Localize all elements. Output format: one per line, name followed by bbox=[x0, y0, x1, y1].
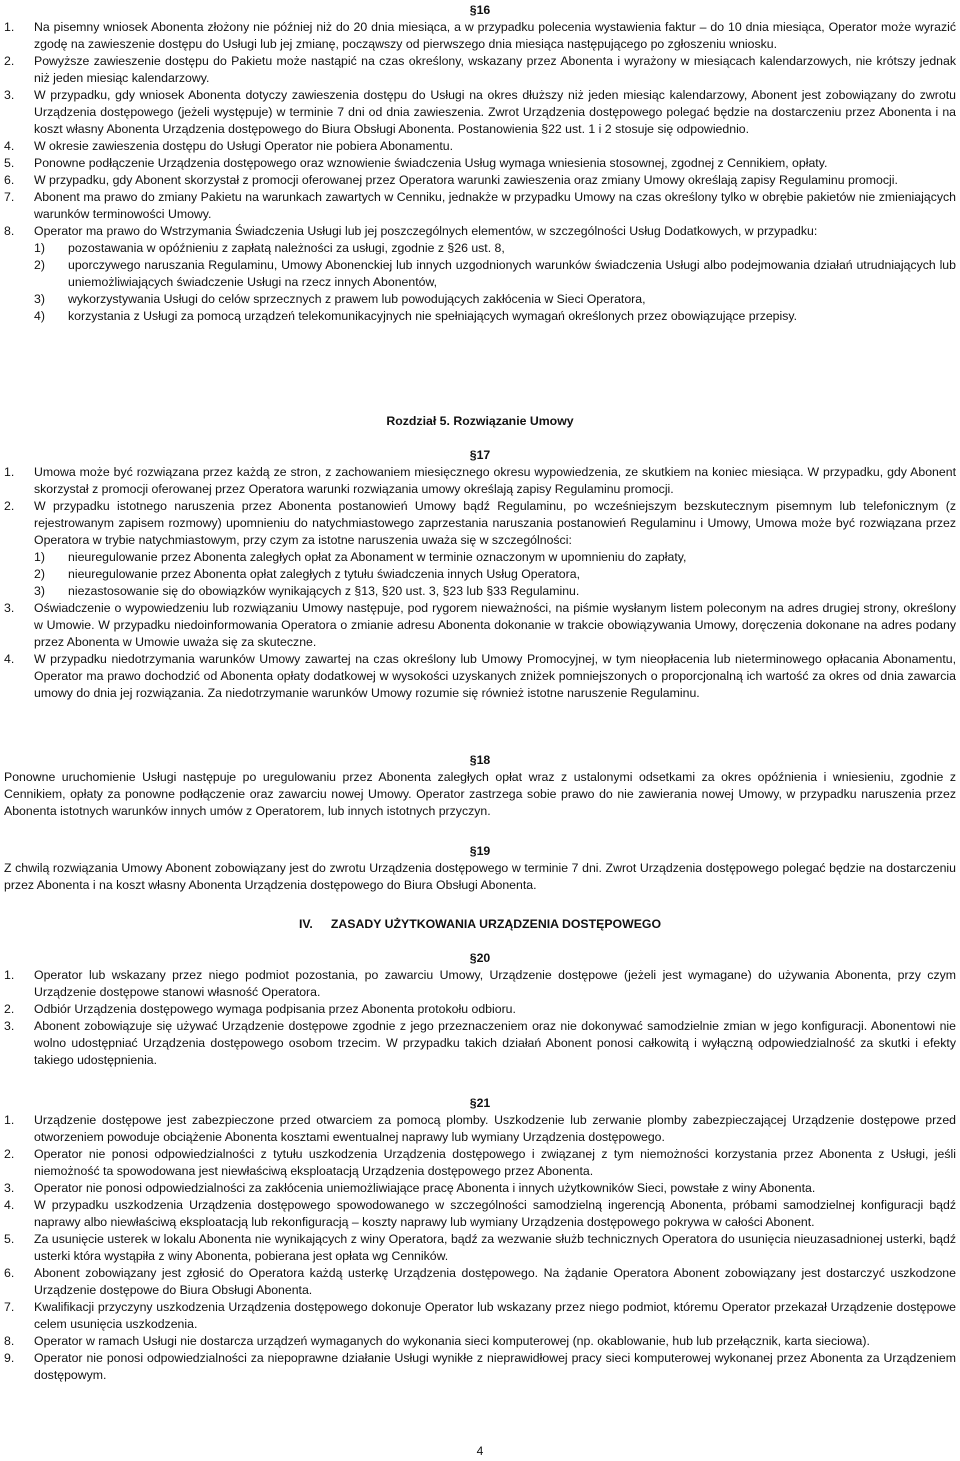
list-item bbox=[4, 1333, 956, 1350]
paragraph-18 bbox=[4, 752, 956, 820]
paragraph-19 bbox=[4, 843, 956, 894]
paragraph-text: Ponowne uruchomienie Usługi następuje po uregulowaniu przez Abonenta zaległych opłat wraz z ustalonymi odsetkami za okres opóźnienia i wniesieniu, zgodnie z Cennikiem, opłaty za ponowne podłączenie oraz zawarciu nowej Umowy. Operator zastrzega sobie prawo do nie zawierania nowej Umowy, w przypadku naruszenia przez Abonenta istotnych warunków innych umów z Operatorem, lub innych istotnych przyczyn. bbox=[4, 770, 956, 818]
item-number: 1. bbox=[4, 968, 15, 982]
item-text: Operator lub wskazany przez niego podmiot pozostania, po zawarciu Umowy, Urządzenie dostępowe (jeżeli jest wymagane) do używania Abonenta, przy czym Urządzenie dostępowe stanowi własność Operatora. bbox=[34, 968, 956, 999]
item-text: Urządzenie dostępowe jest zabezpieczone przed otwarciem za pomocą plomby. Uszkodzenie lub zerwanie plomby zabezpieczającej Urządzenie dostępowe przed otworzeniem powoduje obciążenie Abonenta kosztami ewentualnej naprawy lub wymiany Urządzenia dostępowego. bbox=[34, 1113, 956, 1144]
item-number: 2. bbox=[4, 1147, 15, 1161]
sub-list-item bbox=[4, 549, 956, 566]
paragraph-heading: §18 bbox=[469, 753, 491, 767]
item-number: 9. bbox=[4, 1351, 15, 1365]
sub-item-number: 2) bbox=[34, 258, 45, 272]
numbered-list bbox=[4, 19, 956, 325]
item-number: 1. bbox=[4, 465, 15, 479]
list-item bbox=[4, 1146, 956, 1180]
list-item bbox=[4, 172, 956, 189]
sub-item-text: korzystania z Usługi za pomocą urządzeń telekomunikacyjnych nie spełniających wymagań określonych przez obowiązujące przepisy. bbox=[68, 309, 798, 323]
list-item bbox=[4, 1197, 956, 1231]
paragraph-heading: §20 bbox=[469, 951, 491, 965]
sub-item-text: pozostawania w opóźnieniu z zapłatą należności za usługi, zgodnie z §26 ust. 8, bbox=[68, 241, 505, 255]
paragraph-16 bbox=[4, 2, 956, 325]
list-item bbox=[4, 19, 956, 53]
list-item bbox=[4, 498, 956, 549]
paragraph-text: Z chwilą rozwiązania Umowy Abonent zobowiązany jest do zwrotu Urządzenia dostępowego w terminie 7 dni. Zwrot Urządzenia dostępowego polegać będzie na dostarczeniu przez Abonenta i na koszt własny Abonenta Urządzenia dostępowego do Biura Obsługi Abonenta. bbox=[4, 861, 956, 892]
item-number: 5. bbox=[4, 156, 15, 170]
list-item bbox=[4, 1350, 956, 1384]
item-text: Ponowne podłączenie Urządzenia dostępowego oraz wznowienie świadczenia Usług wymaga wniesienia stosownej, zgodnej z Cennikiem, opłaty. bbox=[34, 156, 828, 170]
list-item bbox=[4, 87, 956, 138]
item-text: W przypadku, gdy wniosek Abonenta dotyczy zawieszenia dostępu do Usługi na okres dłuższy niż jeden miesiąc kalendarzowy, Abonent jest zobowiązany do zwrotu Urządzenia dostępowego (jeżeli występuje) w terminie 7 dni od dnia zawieszenia. Zwrot Urządzenia dostępowego polegać będzie na dostarczeniu przez Abonenta i na koszt własny Abonenta Urządzenia dostępowego do Biura Obsługi Abonenta. Postanowienia §22 ust. 1 i 2 stosuje się odpowiednio. bbox=[34, 88, 956, 136]
item-number: 7. bbox=[4, 1300, 15, 1314]
item-text: W okresie zawieszenia dostępu do Usługi Operator nie pobiera Abonamentu. bbox=[34, 139, 454, 153]
list-item bbox=[4, 155, 956, 172]
item-text: Operator ma prawo do Wstrzymania Świadczenia Usługi lub jej poszczególnych elementów, w szczególności Usług Dodatkowych, w przypadku: bbox=[34, 224, 818, 238]
paragraph-heading: §19 bbox=[469, 844, 491, 858]
paragraph-20 bbox=[4, 950, 956, 1069]
item-number: 1. bbox=[4, 1113, 15, 1127]
section-title: ZASADY UŻYTKOWANIA URZĄDZENIA DOSTĘPOWEGO bbox=[330, 917, 662, 931]
item-text: W przypadku uszkodzenia Urządzenia dostępowego spowodowanego w szczególności samodzielną ingerencją Abonenta, próbami samodzielnej konfiguracji bądź naprawy albo niewłaściwą eksploatacją lub rekonfiguracją – koszty naprawy lub wymiany Urządzenia dostępowego pokrywa w całości Abonent. bbox=[34, 1198, 956, 1229]
item-text: Operator nie ponosi odpowiedzialności za zakłócenia uniemożliwiające pracę Abonenta i innych użytkowników Sieci, powstałe z winy Abonenta. bbox=[34, 1181, 816, 1195]
item-text: Na pisemny wniosek Abonenta złożony nie później niż do 20 dnia miesiąca, a w przypadku polecenia wystawienia faktur – do 10 dnia miesiąca, Operator może wyrazić zgodę na zawieszenie dostępu do Usługi lub jej zmianę, począwszy od pierwszego dnia miesiąca następującego po zgłoszeniu wniosku. bbox=[34, 20, 956, 51]
item-text: Abonent ma prawo do zmiany Pakietu na warunkach zawartych w Cenniku, jednakże w przypadku Umowy na czas określony tylko w obrębie pakietów nie zmieniających warunków terminowości Umowy. bbox=[34, 190, 956, 221]
sub-item-text: niezastosowanie się do obowiązków wynikających z §13, §20 ust. 3, §23 lub §33 Regulaminu. bbox=[68, 584, 580, 598]
item-text: Oświadczenie o wypowiedzeniu lub rozwiązaniu Umowy następuje, pod rygorem nieważności, na piśmie wysłanym listem poleconym na adres drugiej strony, określony w Umowie. W przypadku niedoinformowania Operatora o zmianie adresu Abonenta dokonanie w trakcie obowiązywania Umowy, doręczenia dokonane na adres podany przez Abonenta w Umowie uważa się za skuteczne. bbox=[34, 601, 956, 649]
item-number: 4. bbox=[4, 139, 15, 153]
item-number: 8. bbox=[4, 1334, 15, 1348]
list-item bbox=[4, 138, 956, 155]
item-number: 1. bbox=[4, 20, 15, 34]
item-text: Operator w ramach Usługi nie dostarcza urządzeń wymaganych do wykonania sieci komputerowej (np. okablowanie, hub lub przełącznik, karta sieciowa). bbox=[34, 1334, 870, 1348]
paragraph-17 bbox=[4, 447, 956, 702]
item-text: Operator nie ponosi odpowiedzialności za niepoprawne działanie Usługi wynikłe z nieprawidłowej pracy sieci komputerowej wykonanej przez Abonenta za Urządzeniem dostępowym. bbox=[34, 1351, 956, 1382]
paragraph-heading: §17 bbox=[469, 448, 491, 462]
item-text: Abonent zobowiązany jest zgłosić do Operatora każdą usterkę Urządzenia dostępowego. Na żądanie Operatora Abonent zobowiązany jest dostarczyć uszkodzone Urządzenie dostępowe do Biura Obsługi Abonenta. bbox=[34, 1266, 956, 1297]
sub-list-item bbox=[4, 291, 956, 308]
sub-item-number: 2) bbox=[34, 567, 45, 581]
sub-item-text: nieuregulowanie przez Abonenta zaległych opłat za Abonament w terminie oznaczonym w upomnieniu do zapłaty, bbox=[68, 550, 687, 564]
list-item bbox=[4, 1001, 956, 1018]
item-number: 2. bbox=[4, 1002, 15, 1016]
sub-item-number: 3) bbox=[34, 584, 45, 598]
list-item bbox=[4, 1231, 956, 1265]
sub-item-text: nieuregulowanie przez Abonenta opłat zaległych z tytułu świadczenia innych Usług Operatora, bbox=[68, 567, 580, 581]
sub-list-item bbox=[4, 240, 956, 257]
list-item bbox=[4, 967, 956, 1001]
item-text: W przypadku niedotrzymania warunków Umowy zawartej na czas określony lub Umowy Promocyjnej, w tym nieopłacenia lub nieterminowego opłacania Abonamentu, Operator ma prawo dochodzić od Abonenta opłaty dodatkowej w wysokości uzyskanych zniżek pomniejszonych o proporcjonalną ich wartość za okres od dnia zawarcia umowy do dnia jej rozwiązania. Za niedotrzymanie warunków Umowy rozumie się również istotne naruszenie Regulaminu. bbox=[34, 652, 956, 700]
item-number: 3. bbox=[4, 601, 15, 615]
list-item bbox=[4, 1265, 956, 1299]
sub-list-item bbox=[4, 308, 956, 325]
item-number: 3. bbox=[4, 1181, 15, 1195]
sub-item-number: 1) bbox=[34, 241, 45, 255]
list-item bbox=[4, 1112, 956, 1146]
sub-item-text: uporczywego naruszania Regulaminu, Umowy Abonenckiej lub innych uzgodnionych warunków świadczenia Usługi albo podejmowania działań utrudniających lub uniemożliwiających świadczenie Usługi na rzecz innych Abonentów, bbox=[68, 258, 956, 289]
sub-list-item bbox=[4, 583, 956, 600]
item-number: 7. bbox=[4, 190, 15, 204]
item-text: Abonent zobowiązuje się używać Urządzenie dostępowe zgodnie z jego przeznaczeniem oraz nie dokonywać samodzielnie zmian w jego konfiguracji. Abonentowi nie wolno udostępniać Urządzenia dostępowego osobom trzecim. W przypadku takich działań Abonent ponosi całkowitą i wyłączną odpowiedzialność za skutki i efekty takiego udostępnienia. bbox=[34, 1019, 956, 1067]
item-text: W przypadku istotnego naruszenia przez Abonenta postanowień Umowy bądź Regulaminu, po wcześniejszym bezskutecznym pisemnym lub telefonicznym (z rejestrowanym zapisem rozmowy) upomnieniu do natychmiastowego zaprzestania naruszania postanowień Regulaminu i Umowy, Umowa może być rozwiązana przez Operatora w trybie natychmiastowym, przy czym za istotne naruszenia uważa się w szczególności: bbox=[34, 499, 956, 547]
item-text: Umowa może być rozwiązana przez każdą ze stron, z zachowaniem miesięcznego okresu wypowiedzenia, ze skutkiem na koniec miesiąca. W przypadku, gdy Abonent skorzystał z promocji oferowanej przez Operatora warunki rozwiązania umowy określają zapisy Regulaminu promocji. bbox=[34, 465, 956, 496]
item-text: Kwalifikacji przyczyny uszkodzenia Urządzenia dostępowego dokonuje Operator lub wskazany przez niego podmiot, któremu Operator przekazał Urządzenie dostępowe celem usunięcia uszkodzenia. bbox=[34, 1300, 956, 1331]
sub-list-item bbox=[4, 257, 956, 291]
item-text: Odbiór Urządzenia dostępowego wymaga podpisania przez Abonenta protokołu odbioru. bbox=[34, 1002, 516, 1016]
item-number: 6. bbox=[4, 1266, 15, 1280]
section-heading bbox=[4, 916, 956, 933]
sub-list-item bbox=[4, 566, 956, 583]
item-number: 5. bbox=[4, 1232, 15, 1246]
item-number: 2. bbox=[4, 499, 15, 513]
list-item bbox=[4, 1299, 956, 1333]
item-number: 3. bbox=[4, 1019, 15, 1033]
paragraph-heading: §16 bbox=[469, 3, 491, 17]
item-text: Powyższe zawieszenie dostępu do Pakietu może nastąpić na czas określony, wskazany przez Abonenta i wyrażony w miesiącach kalendarzowych, nie krótszy jednak niż jeden miesiąc kalendarzowy. bbox=[34, 54, 956, 85]
paragraph-heading: §21 bbox=[469, 1096, 491, 1110]
item-number: 3. bbox=[4, 88, 15, 102]
sub-item-number: 3) bbox=[34, 292, 45, 306]
sub-item-text: wykorzystywania Usługi do celów sprzecznych z prawem lub powodujących zakłócenia w Sieci Operatora, bbox=[68, 292, 646, 306]
page-number: 4 bbox=[476, 1444, 484, 1458]
list-item bbox=[4, 464, 956, 498]
list-item bbox=[4, 600, 956, 651]
item-text: Za usunięcie usterek w lokalu Abonenta nie wynikających z winy Operatora, bądź za wezwanie służb technicznych Operatora do usunięcia nieuzasadnionej usterki, bądź usterki która wystąpiła z winy Abonenta, pobierana jest opłata wg Cenników. bbox=[34, 1232, 956, 1263]
chapter-heading: Rozdział 5. Rozwiązanie Umowy bbox=[386, 414, 574, 428]
item-number: 6. bbox=[4, 173, 15, 187]
list-item bbox=[4, 223, 956, 240]
item-number: 2. bbox=[4, 54, 15, 68]
list-item bbox=[4, 651, 956, 702]
list-item bbox=[4, 1180, 956, 1197]
list-item bbox=[4, 189, 956, 223]
item-text: W przypadku, gdy Abonent skorzystał z promocji oferowanej przez Operatora warunki zawieszenia oraz zmiany Umowy określają zapisy Regulaminu promocji. bbox=[34, 173, 898, 187]
list-item bbox=[4, 1018, 956, 1069]
paragraph-21 bbox=[4, 1095, 956, 1384]
sub-item-number: 4) bbox=[34, 309, 45, 323]
list-item bbox=[4, 53, 956, 87]
item-number: 4. bbox=[4, 652, 15, 666]
section-number: IV. bbox=[298, 917, 313, 931]
item-number: 8. bbox=[4, 224, 15, 238]
item-number: 4. bbox=[4, 1198, 15, 1212]
item-text: Operator nie ponosi odpowiedzialności z tytułu uszkodzenia Urządzenia dostępowego i związanej z tym niemożności korzystania przez Abonenta z Usługi, jeśli niemożność ta spowodowana jest niewłaściwą eksploatacją Urządzenia dostępowego przez Abonenta. bbox=[34, 1147, 956, 1178]
sub-item-number: 1) bbox=[34, 550, 45, 564]
